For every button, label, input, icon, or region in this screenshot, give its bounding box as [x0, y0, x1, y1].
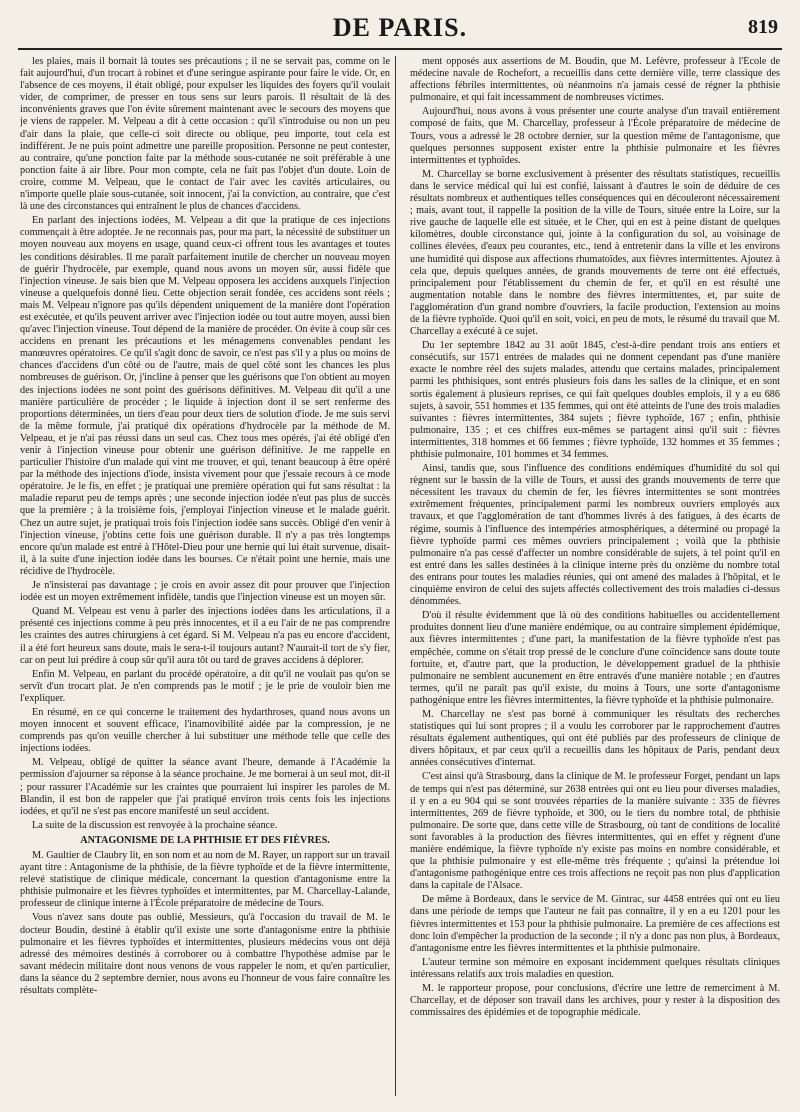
- masthead-title: DE PARIS.: [332, 13, 468, 42]
- page-number: 819: [748, 16, 778, 38]
- left-column: [20, 56, 390, 1096]
- paragraph: les plaies, mais il bornait là toutes ses précautions ; il ne se servait pas, comme on le fait aujourd'hui, d'un trocart à robinet et d'une seringue aspirante pour faire le vide. Or, en l'absence de ces moyens, il était obligé, pour expulser les liquides des foyers qu'il voulait vider, de comprimer, de presser en tous sens sur leurs parois. Il résultait de là des inconvénients graves que l'on évite sûrement maintenant avec le secours des moyens que je viens de rappeler. M. Velpeau a dit à cette occasion : qu'il s'introduise ou non un peu d'air dans la plaie, que celle-ci soit directe ou oblique, peu importe, tout cela est indifférent. Je ne puis point admettre une pareille proposition. Personne ne peut contester, au contraire, qu'une ponction faite par la méthode sous-cutanée ne soit préférable à une ponction faite à air libre. Pour mon compte, cela ne fait pas l'objet d'un doute. Loin de croire, comme M. Velpeau, que le contact de l'air avec les cavités articulaires, ou n'importe quelle plaie sous-cutanée, soit innocent, j'ai la conviction, au contraire, que c'est là une des circonstances qui entraînent le plus de chances d'accidens.: [20, 56, 390, 213]
- paragraph: D'où il résulte évidemment que là où des conditions habituelles ou accidentellement produites donnent lieu d'une manière endémique, ou au contraire simplement épidémique, aux fièvres intermittentes ; d'une part, la manifestation de la fièvre typhoïde n'est pas empêchée, comme on s'était trop pressé de le conclure d'une coïncidence sans doute toute fortuite, et, d'autre part, que la production, le développement graduel de la phthisie pulmonaire ne semblent aucunement en être entravés d'une manière notable ; en d'autres termes, qu'il ne paraît pas qu'il existe, du moins à Tours, une sorte d'antagonisme pathogénique entre les fièvres intermittentes, la fièvre typhoïde et la phthisie pulmonaire.: [410, 610, 780, 706]
- right-column: [410, 56, 780, 1096]
- section-heading: ANTAGONISME DE LA PHTHISIE ET DES FIÈVRES.: [80, 834, 330, 846]
- paragraph: En résumé, en ce qui concerne le traitement des hydarthroses, quand nous avons un moyen innocent et souvent efficace, l'inamovibilité aidée par la compression, je ne comprends pas qu'on veuille chercher à lui substituer une méthode telle que celle des injections iodées.: [20, 706, 390, 755]
- paragraph: M. Gaultier de Claubry lit, en son nom et au nom de M. Rayer, un rapport sur un travail ayant titre : Antagonisme de la phthisie, de la fièvre typhoïde et de la fièvre intermittente, relevé statistique de clinique médicale, concernant la question d'antagonisme entre la phthisie pulmonaire et les fièvres typhoïdes et intermittentes, par M. Charcellay-Lalande, professeur de clinique interne à l'École préparatoire de médecine de Tours.: [20, 850, 390, 910]
- paragraph: Aujourd'hui, nous avons à vous présenter une courte analyse d'un travail entièrement composé de faits, que M. Charcellay, professeur à l'École préparatoire de médecine de Tours, vous a adressé le 28 octobre dernier, sur la question même de l'antagonisme, que quelques personnes supposent exister entre la phthisie pulmonaire et les fièvres intermittentes et typhoïdes.: [410, 106, 780, 166]
- paragraph: ment opposés aux assertions de M. Boudin, que M. Lefèvre, professeur à l'École de médecine navale de Rochefort, a recueillis dans cette dernière ville, terre classique des affections fébriles intermittentes, où néanmoins n'a jamais cessé de régner la phthisie pulmonaire, et qui fait incessamment de nombreuses victimes.: [410, 56, 780, 104]
- paragraph: M. Charcellay se borne exclusivement à présenter des résultats statistiques, recueillis dans le service médical qui lui est confié, laissant à d'autres le soin de déduire de ces résultats nombreux et authentiques telles conséquences qui en découleront nécessairement ; mais, avant tout, il rappelle la position de la ville de Tours, située entre la Loire, sur la rive gauche de laquelle elle est située, et le Cher, qui en est à peine distant de quelques kilomètres, double circonstance qui, jointe à la configuration du sol, au voisinage de collines élevées, d'eaux peu courantes, etc., tend à entretenir dans la ville et les environs une humidité qui dispose aux affections rhumatoïdes, aux fièvres intermittentes. Ajoutez à cela que, depuis quelques années, de grands mouvements de terre ont été effectués, principalement pour l'établissement du chemin de fer, et qu'il en est résulté une augmentation notable dans le nombre des fièvres intermittentes, et, par suite de l'agglomération d'un grand nombre d'ouvriers, la facile production, l'extension au moins de la fièvre typhoïde. Quoi qu'il en soit, voici, en peu de mots, le résumé du travail que M. Charcellay a exécuté à ce sujet.: [410, 168, 780, 338]
- paragraph: Je n'insisterai pas davantage ; je crois en avoir assez dit pour prouver que l'injection iodée est un moyen extrêmement infidèle, tandis que l'injection vineuse est un moyen sûr.: [20, 580, 390, 604]
- header-rule: [18, 48, 782, 50]
- column-divider: [395, 56, 396, 1096]
- paragraph: M. Charcellay ne s'est pas borné à communiquer les résultats des recherches statistiques qui lui sont propres ; il a voulu les corroborer par le rapprochement d'autres résultats également authentiques, qui ont été publiés par des professeurs de clinique de divers hôpitaux, et par ceux qu'il a recueillis dans les hôpitaux de Paris, pendant deux années consécutives d'internat.: [410, 708, 780, 769]
- paragraph: Vous n'avez sans doute pas oublié, Messieurs, qu'à l'occasion du travail de M. le docteur Boudin, destiné à établir qu'il existe une sorte d'antagonisme entre la phthisie pulmonaire et les fièvres typhoïdes et intermittentes, plusieurs médecins vous ont déjà adressé des mémoires destinés à corroborer ou à combattre l'hypothèse admise par le savant médecin militaire dont nous venons de vous rappeler le nom, et qu'en particulier, dans la séance du 2 septembre dernier, nous avons eu l'honneur de vous faire connaître les résultats complète-: [20, 912, 390, 997]
- paragraph: Ainsi, tandis que, sous l'influence des conditions endémiques d'humidité du sol qui règnent sur le bassin de la ville de Tours, et aussi des grands mouvements de terre que nécessitent les travaux du chemin de fer, les fièvres intermittentes se sont montrées extrêmement fréquentes, principalement parmi les nombreux ouvriers employés aux travaux, et que l'agglomération de tant d'hommes livrés à des fatigues, à des écarts de régime, soumis à l'influence des intempéries atmosphériques, a déterminé ou propagé la fièvre typhoïde parmi ces mêmes ouvriers principalement ; voilà que la phthisie pulmonaire n'a pas cessé d'affecter un nombre considérable de sujets, à tel point qu'il en est entré dans les salles destinées à la clinique interne près du onzième du nombre total des entrans pour toutes les maladies réunies, qui ont amené des malades à l'hôpital, et le cinquième environ de celui des sujets affectés collectivement des trois maladies ci-dessus dénommées.: [410, 463, 780, 608]
- paragraph: En parlant des injections iodées, M. Velpeau a dit que la pratique de ces injections commençait à être adoptée. Je ne reconnais pas, pour ma part, la nécessité de substituer un moyen nouveau aux moyens en usage, quand ceux-ci offrent tous les avantages et toutes les conditions désirables. Il me paraît parfaitement inutile de chercher un nouveau moyen de guérir l'hydrocèle, par exemple, quand nous avons un moyen sûr, aussi fidèle que l'injection vineuse. Je sais bien que M. Velpeau opposera les accidens auxquels l'injection vineuse a quelquefois donné lieu. Cette objection serait fondée, ces accidens sont réels ; mais M. Velpeau n'ignore pas qu'ils dépendent uniquement de la manière dont l'opération est exécutée, et qu'ils peuvent arriver avec l'injection iodée ou tout autre moyen, aussi bien qu'avec l'injection vineuse. Tout dépend de la manière de procéder. On évite à coup sûr ces accidens en prenant les précautions et les ménagemens convenables pendant les manœuvres opératoires. Ce qu'il s'agit donc de savoir, ce n'est pas s'il y a plus ou moins de chances d'accidens d'un côté ou de l'autre, mais de quel côté sont les chances les plus nombreuses de guérison. Or, j'incline à penser que les guérisons que l'on obtient au moyen des injections iodées ne sont point des guérisons définitives. M. Velpeau dit qu'il a une manière particulière de procéder ; le liquide à injection dont il se sert renferme des proportions déterminées, un tiers d'eau pour deux tiers de solution d'iode. Je me suis servi de la même formule, j'ai pratiqué dix opérations d'hydrocèle par la méthode de M. Velpeau, et je n'ai pas réussi dans un seul cas. Chez tous mes opérés, j'ai été obligé d'en venir à l'injection vineuse pour obtenir une guérison définitive. Je me rappelle en particulier l'histoire d'un malade qui vint me trouver, et qui, tenant beaucoup à être opéré par la méthode des injections d'iode, insista vivement pour que j'essaie recours à ce mode opératoire. Je le fis, en effet ; je pratiquai une première opération qui fut sans résultat : la maladie reparut peu de temps après ; une seconde injection iodée n'eut pas plus de succès que la première ; à la troisième fois, j'employai l'injection vineuse et le malade guérit. Chez un autre sujet, je pratiquai trois fois l'injection iodée sans succès. Obligé d'en venir à l'injection vineuse, j'obtins cette fois une guérison durable. Il n'y a pas très longtemps encore qu'un malade est entré à l'Hôtel-Dieu pour une hernie qui lui était survenue, disait-il, à la suite d'une injection iodée dans les bourses. Ce n'était point une hernie, mais une récidive de l'hydrocèle.: [20, 215, 390, 577]
- paragraph: Enfin M. Velpeau, en parlant du procédé opératoire, a dit qu'il ne voulait pas qu'on se servît d'un trocart plat. Je n'en comprends pas le motif ; je le prie de vouloir bien me l'expliquer.: [20, 668, 390, 704]
- paragraph: C'est ainsi qu'à Strasbourg, dans la clinique de M. le professeur Forget, pendant un laps de temps qui n'est pas déterminé, sur 2638 entrées qui ont eu lieu pour diverses maladies, il y en a eu 904 qui se sont trouvées réparties de la manière suivante : 335 de fièvres intermittentes, 269 de fièvre typhoïde, et 300, ou le tiers du nombre total, de phthisie pulmonaire. De sorte que, dans cette ville de Strasbourg, où tant de conditions de localité sont favorables à la production des fièvres intermittentes, qui en effet y règnent d'une manière endémique, la fièvre typhoïde n'y existe pas moins en nombre considérable, et que la phthisie pulmonaire y est elle-même très fréquente ; qu'ainsi la prétendue loi d'antagonisme pathogénique entre ces trois affections ne reçoit pas non plus d'application dans la capitale de l'Alsace.: [410, 771, 780, 892]
- masthead: [18, 8, 782, 48]
- paragraph: M. Velpeau, obligé de quitter la séance avant l'heure, demande à l'Académie la permission d'ajourner sa réponse à la séance prochaine. Je me bornerai à un seul mot, dit-il ; pour rassurer l'Académie sur les craintes que pourraient lui inspirer les paroles de M. Blandin, il est bon de rappeler que j'ai pratiqué environ trois cents fois les injections iodées, et qu'il ne s'est pas encore manifesté un seul accident.: [20, 757, 390, 817]
- paragraph: De même à Bordeaux, dans le service de M. Gintrac, sur 4458 entrées qui ont eu lieu dans une période de temps que l'auteur ne fait pas connaître, il y en a eu 1201 pour les fièvres intermittentes et 153 pour la phthisie pulmonaire. La première de ces affections est donc loin d'empêcher la production de la seconde ; il n'y a donc pas non plus, à Bordeaux, d'antagonisme entre les fièvres intermittentes et la phthisie pulmonaire.: [410, 894, 780, 954]
- paragraph: Quand M. Velpeau est venu à parler des injections iodées dans les articulations, il a présenté ces injections comme à peu près innocentes, et il a eu l'air de ne pas comprendre les craintes des autres chirurgiens à cet égard. Si M. Velpeau n'a pas eu encore d'accident, il a été fort heureux sans doute, mais le sera-t-il toujours autant? N'aurait-il tort de s'y fier, car on peut lui prédire à coup sûr qu'il aura tôt ou tard de graves accidens à déplorer.: [20, 606, 390, 666]
- paragraph: La suite de la discussion est renvoyée à la prochaine séance.: [32, 819, 278, 831]
- paragraph: M. le rapporteur propose, pour conclusions, d'écrire une lettre de remerciment à M. Charcellay, et de déposer son travail dans les archives, pour y rester à la disposition des commissaires des épidémies et de topographie médicale.: [410, 983, 780, 1019]
- paragraph: L'auteur termine son mémoire en exposant incidemment quelques résultats cliniques intéressans relatifs aux trois maladies en question.: [410, 956, 780, 980]
- paragraph: Du 1er septembre 1842 au 31 août 1845, c'est-à-dire pendant trois ans entiers et consécutifs, sur 1571 entrées de malades qui ne donnent cependant pas d'une manière exacte le nombre réel des sujets malades, attendu que certains malades, principalement parmi les phthisiques, sont entrés plusieurs fois dans les salles de la clinique, et en sont sortis également à plusieurs reprises, ce qui fait quelques doubles emplois, il y a eu 686 sujets, à savoir, 551 hommes et 135 femmes, qui ont été atteints de l'une des trois maladies suivantes : fièvres intermittentes, 384 sujets ; fièvre typhoïde, 167 ; enfin, phthisie pulmonaire, 135 ; et ces chiffres eux-mêmes se partagent ainsi qu'il suit : fièvres intermittentes, 318 hommes et 66 femmes ; fièvre typhoïde, 132 hommes et 35 femmes ; phthisie pulmonaire, 101 hommes et 34 femmes.: [410, 340, 780, 460]
